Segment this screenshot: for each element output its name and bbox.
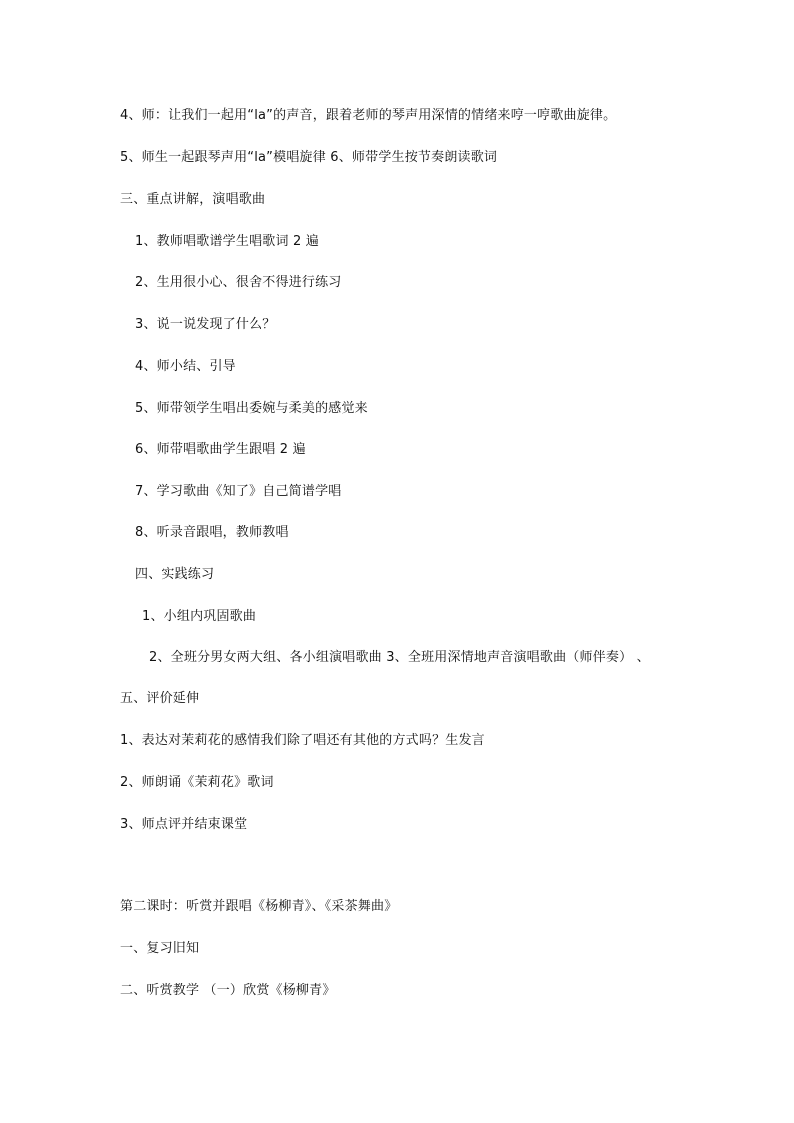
text-line-13: 1、小组内巩固歌曲 xyxy=(142,609,257,624)
text-line-1: 4、师：让我们一起用“la”的声音，跟着老师的琴声用深情的情绪来哼一哼歌曲旋律。 xyxy=(120,108,617,123)
lesson-heading-19: 第二课时：听赏并跟唱《杨柳青》、《采茶舞曲》 xyxy=(120,899,398,914)
text-line-5: 2、生用很小心、很舍不得进行练习 xyxy=(135,275,342,290)
text-line-10: 7、学习歌曲《知了》自己简谱学唱 xyxy=(135,484,342,499)
text-line-14: 2、全班分男女两大组、各小组演唱歌曲 3、全班用深情地声音演唱歌曲（师伴奏） 、 xyxy=(149,650,650,665)
section-heading-21: 二、听赏教学 （一）欣赏《杨柳青》 xyxy=(120,983,336,998)
text-line-2: 5、师生一起跟琴声用“la”模唱旋律 6、师带学生按节奏朗读歌词 xyxy=(120,150,498,165)
text-line-17: 2、师朗诵《茉莉花》歌词 xyxy=(120,775,274,790)
text-line-7: 4、师小结、引导 xyxy=(135,359,236,374)
section-heading-15: 五、评价延伸 xyxy=(120,691,200,706)
text-line-9: 6、师带唱歌曲学生跟唱 2 遍 xyxy=(135,442,306,457)
section-heading-12: 四、实践练习 xyxy=(135,567,215,582)
section-heading-20: 一、复习旧知 xyxy=(120,941,200,956)
text-line-6: 3、说一说发现了什么？ xyxy=(135,317,276,332)
text-line-18: 3、师点评并结束课堂 xyxy=(120,817,248,832)
text-line-16: 1、表达对茉莉花的感情我们除了唱还有其他的方式吗？生发言 xyxy=(120,733,485,748)
text-line-11: 8、听录音跟唱，教师教唱 xyxy=(135,525,289,540)
section-heading-3: 三、重点讲解，演唱歌曲 xyxy=(120,192,266,207)
text-line-8: 5、师带领学生唱出委婉与柔美的感觉来 xyxy=(135,401,368,416)
text-line-4: 1、教师唱歌谱学生唱歌词 2 遍 xyxy=(135,234,320,249)
